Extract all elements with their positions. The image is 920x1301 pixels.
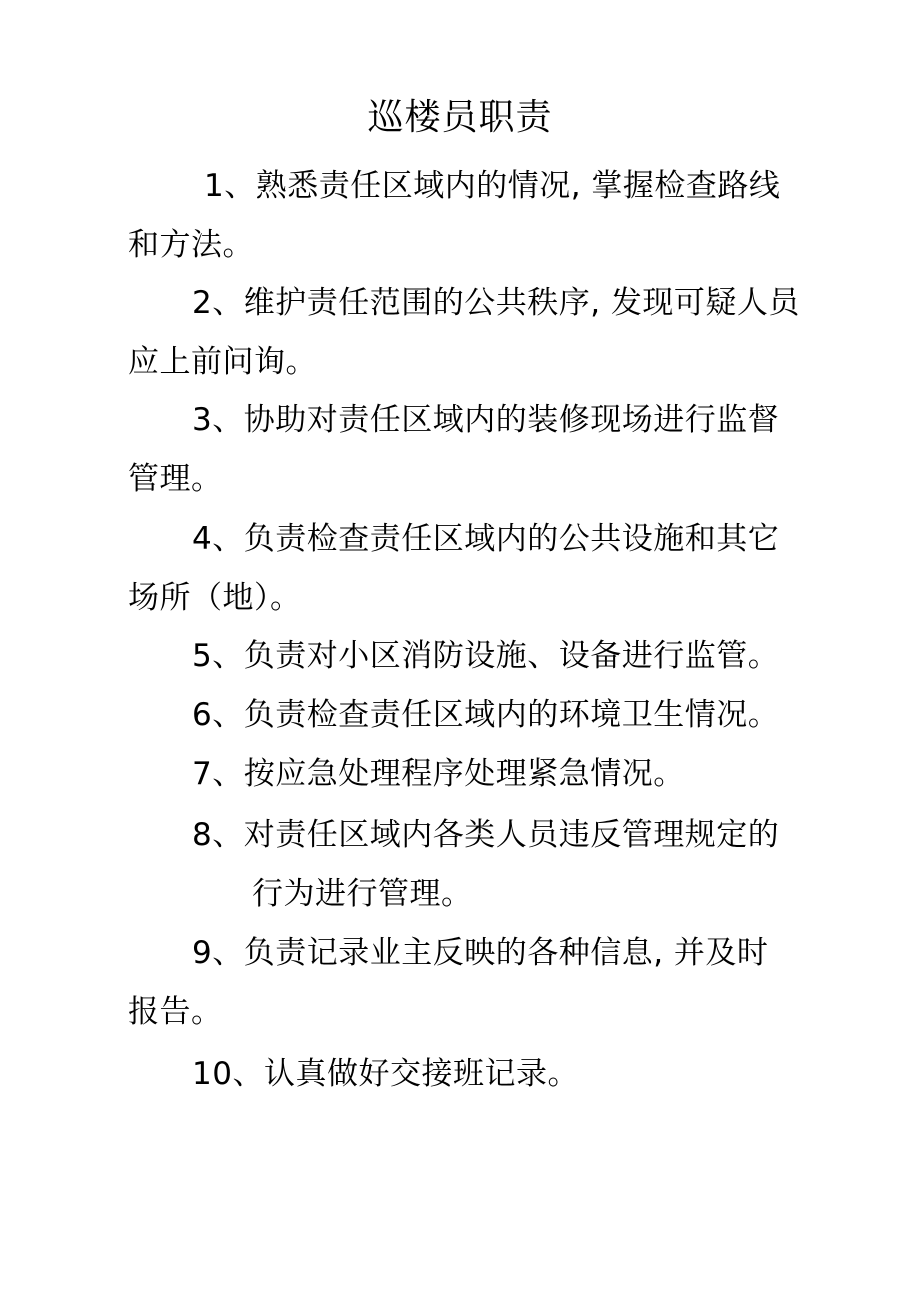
duty-item-9-line-2: 报告。 xyxy=(128,994,223,1030)
duty-item-8 xyxy=(128,806,798,924)
duty-item-8-line-1: 8、对责任区域内各类人员违反管理规定的 xyxy=(192,817,780,853)
duty-item-6 xyxy=(128,686,798,745)
duty-item-5 xyxy=(128,627,798,686)
duty-item-10 xyxy=(128,1045,798,1104)
duty-item-1-line-1: 1、熟悉责任区域内的情况, 掌握检查路线 xyxy=(204,168,781,204)
duty-item-4-line-1: 4、负责检查责任区域内的公共设施和其它 xyxy=(192,521,780,557)
duty-item-2-line-2: 应上前问询。 xyxy=(128,344,317,380)
duty-item-3-line-2: 管理。 xyxy=(128,461,223,497)
duty-item-4-line-2: 场所（地）。 xyxy=(128,580,302,616)
duty-item-8-line-2: 行为进行管理。 xyxy=(252,876,473,912)
duty-item-10-line-1: 10、认真做好交接班记录。 xyxy=(192,1056,579,1092)
duty-item-6-line-1: 6、负责检查责任区域内的环境卫生情况。 xyxy=(192,697,780,733)
duty-item-1 xyxy=(128,157,798,275)
duty-item-9 xyxy=(128,924,798,1042)
duty-item-4 xyxy=(128,510,798,628)
duty-item-3-line-1: 3、协助对责任区域内的装修现场进行监督 xyxy=(192,402,780,438)
page-title: 巡楼员职责 xyxy=(367,97,553,138)
duty-item-1-line-2: 和方法。 xyxy=(128,227,254,263)
duty-item-3 xyxy=(128,391,798,509)
duty-item-7 xyxy=(128,745,798,804)
duty-item-7-line-1: 7、按应急处理程序处理紧急情况。 xyxy=(192,756,685,792)
duty-item-9-line-1: 9、负责记录业主反映的各种信息, 并及时 xyxy=(192,935,769,971)
duty-item-2-line-1: 2、维护责任范围的公共秩序, 发现可疑人员 xyxy=(192,285,800,321)
duty-item-5-line-1: 5、负责对小区消防设施、设备进行监管。 xyxy=(192,638,780,674)
duty-item-2 xyxy=(128,274,798,392)
